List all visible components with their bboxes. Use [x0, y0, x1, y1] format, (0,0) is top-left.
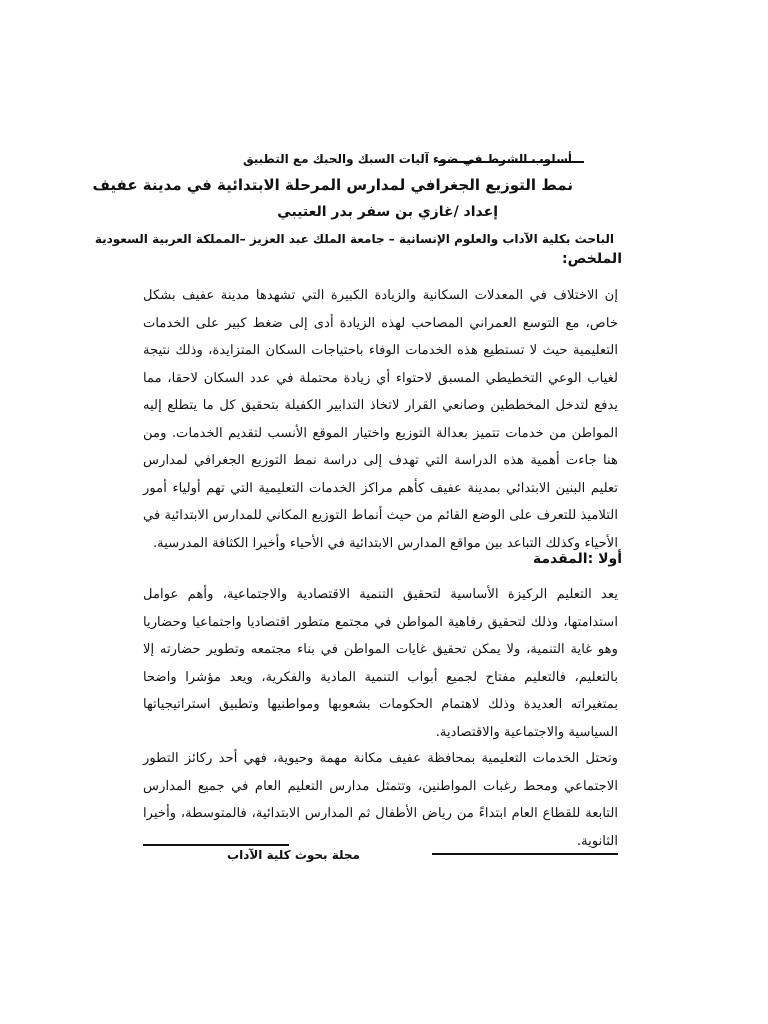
- summary-heading: الملخص:: [562, 251, 622, 267]
- journal-name: مجلة بحوث كلية الآداب: [227, 848, 360, 862]
- introduction-heading: أولا :المقدمة: [532, 551, 622, 567]
- article-author: إعداد /غازي بن سفر بدر العتيبي: [277, 204, 498, 220]
- introduction-paragraph-2: وتحتل الخدمات التعليمية بمحافظة عفيف مكانة مهمة وحيوية، فهي أحد ركائز التطور الاجتماعي ومحط رغبات المواطنين، وتتمثل مدارس التعليم العام في جميع المدارس التابعة للقطاع العام ابتداءً من رياض الأطفال ثم المدارس الابتدائية، فالمتوسطة، وأخيرا الثانوية.: [143, 751, 618, 849]
- footer-rule-right: [432, 853, 618, 855]
- introduction-paragraph-1: يعد التعليم الركيزة الأساسية لتحقيق التنمية الاقتصادية والاجتماعية، وأهم عوامل استدامتها، وذلك لتحقيق رفاهية المواطن في مجتمع متطور اقتصاديا واجتماعيا وحضاريا وهو غاية التنمية، ولا يمكن تحقيق غايات المواطن في بناء مجتمعه وتطوير حضارته إلا بالتعليم، فالتعليم مفتاح لجميع أبواب التنمية المادية والفكرية، ويعد مؤشرا واضحا بمتغيراته العديدة وذلك لاهتمام الحكومات بشعوبها ومواطنيها وتطبيق استراتيجياتها السياسية والاجتماعية والاقتصادية.: [143, 587, 618, 740]
- footer-rule-left: [143, 844, 289, 846]
- running-title: أسلوب الشرط في ضوء آليات السبك والحبك مع التطبيق: [242, 152, 572, 166]
- summary-paragraph: إن الاختلاف في المعدلات السكانية والزيادة الكبيرة التي تشهدها مدينة عفيف بشكل خاص، مع التوسع العمراني المصاحب لهذه الزيادة أدى إلى ضغط كبير على الخدمات التعليمية حيث لا تستطيع هذه الخدمات الوفاء باحتياجات السكان المتزايدة، وذلك نتيجة لغياب الوعي التخطيطي المسبق لاحتواء أي زيادة محتملة في عدد السكان لاحقا، مما يدفع لتدخل المخططين وصانعي القرار لاتخاذ التدابير الكفيلة بتحقيق كل ما يتطلع إليه المواطن من خدمات تتميز بعدالة التوزيع واختيار الموقع الأنسب لتقديم الخدمات. ومن هنا جاءت أهمية هذه الدراسة التي تهدف إلى دراسة نمط التوزيع الجغرافي لمدارس تعليم البنين الابتدائي بمدينة عفيف كأهم مراكز الخدمات التعليمية التي تهم أولياء أمور التلاميذ للتعرف على الوضع القائم من حيث أنماط التوزيع المكاني للمدارس الابتدائية في الأحياء وكذلك التباعد بين مواقع المدارس الابتدائية في الأحياء وأخيرا الكثافة المدرسية.: [143, 288, 618, 551]
- article-title: نمط التوزيع الجغرافي لمدارس المرحلة الابتدائية في مدينة عفيف: [92, 176, 573, 194]
- author-affiliation: الباحث بكلية الآداب والعلوم الإنسانية – جامعة الملك عبد العزيز –المملكة العربية السعودية: [94, 232, 614, 246]
